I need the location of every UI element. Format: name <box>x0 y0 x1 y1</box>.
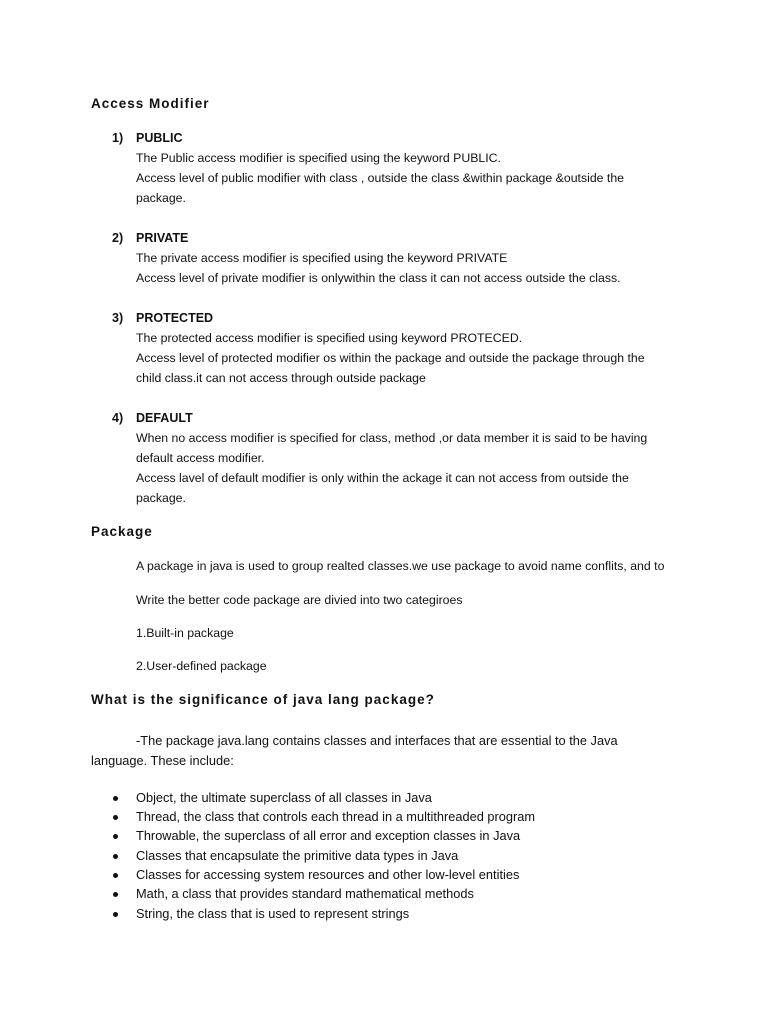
bullet-dot <box>113 834 118 839</box>
item-4-line-4: package. <box>136 491 186 505</box>
package-paragraph-1: A package in java is used to group realted classes.we use package to avoid name conflits, and to <box>136 559 665 573</box>
item-1-line-2: Access level of public modifier with class , outside the class &within package &outside the <box>136 171 625 185</box>
java-lang-intro-line-2: language. These include: <box>91 753 234 768</box>
item-4-number: 4) <box>112 411 124 425</box>
item-1-number: 1) <box>112 131 124 145</box>
item-2-title: PRIVATE <box>136 231 189 245</box>
item-4-line-1: When no access modifier is specified for class, method ,or data member it is said to be having <box>136 431 648 445</box>
java-lang-intro-line-1: -The package java.lang contains classes and interfaces that are essential to the Java <box>136 733 618 748</box>
bullet-dot <box>113 815 118 820</box>
item-2-line-2: Access level of private modifier is onlywithin the class it can not access outside the class. <box>136 271 621 285</box>
java-lang-heading: What is the significance of java lang package? <box>91 692 435 707</box>
package-paragraph-2: Write the better code package are divied into two categiroes <box>136 593 463 607</box>
bullet-dot <box>113 912 118 917</box>
item-2-number: 2) <box>112 231 124 245</box>
bullet-item-4: Classes that encapsulate the primitive data types in Java <box>136 848 459 863</box>
bullet-item-6: Math, a class that provides standard mathematical methods <box>136 886 474 901</box>
bullet-dot <box>113 854 118 859</box>
item-3-number: 3) <box>112 311 124 325</box>
item-4-line-3: Access lavel of default modifier is only within the ackage it can not access from outside the <box>136 471 629 485</box>
item-3-line-2: Access level of protected modifier os within the package and outside the package through the <box>136 351 645 365</box>
item-1-line-3: package. <box>136 191 186 205</box>
access-modifier-heading: Access Modifier <box>91 96 210 111</box>
item-1-line-1: The Public access modifier is specified using the keyword PUBLIC. <box>136 151 501 165</box>
item-4-line-2: default access modifier. <box>136 451 265 465</box>
item-4-title: DEFAULT <box>136 411 193 425</box>
bullet-item-7: String, the class that is used to represent strings <box>136 906 410 921</box>
bullet-item-2: Thread, the class that controls each thread in a multithreaded program <box>136 809 536 824</box>
item-3-line-1: The protected access modifier is specified using keyword PROTECED. <box>136 331 523 345</box>
bullet-dot <box>113 892 118 897</box>
bullet-item-5: Classes for accessing system resources and other low-level entities <box>136 867 520 882</box>
package-paragraph-4: 2.User-defined package <box>136 659 267 673</box>
package-heading: Package <box>91 524 153 539</box>
bullet-dot <box>113 796 118 801</box>
item-1-title: PUBLIC <box>136 131 183 145</box>
item-2-line-1: The private access modifier is specified using the keyword PRIVATE <box>136 251 508 265</box>
bullet-dot <box>113 873 118 878</box>
item-3-title: PROTECTED <box>136 311 214 325</box>
bullet-item-1: Object, the ultimate superclass of all classes in Java <box>136 790 432 805</box>
bullet-item-3: Throwable, the superclass of all error and exception classes in Java <box>136 828 521 843</box>
package-paragraph-3: 1.Built-in package <box>136 626 234 640</box>
item-3-line-3: child class.it can not access through outside package <box>136 371 426 385</box>
